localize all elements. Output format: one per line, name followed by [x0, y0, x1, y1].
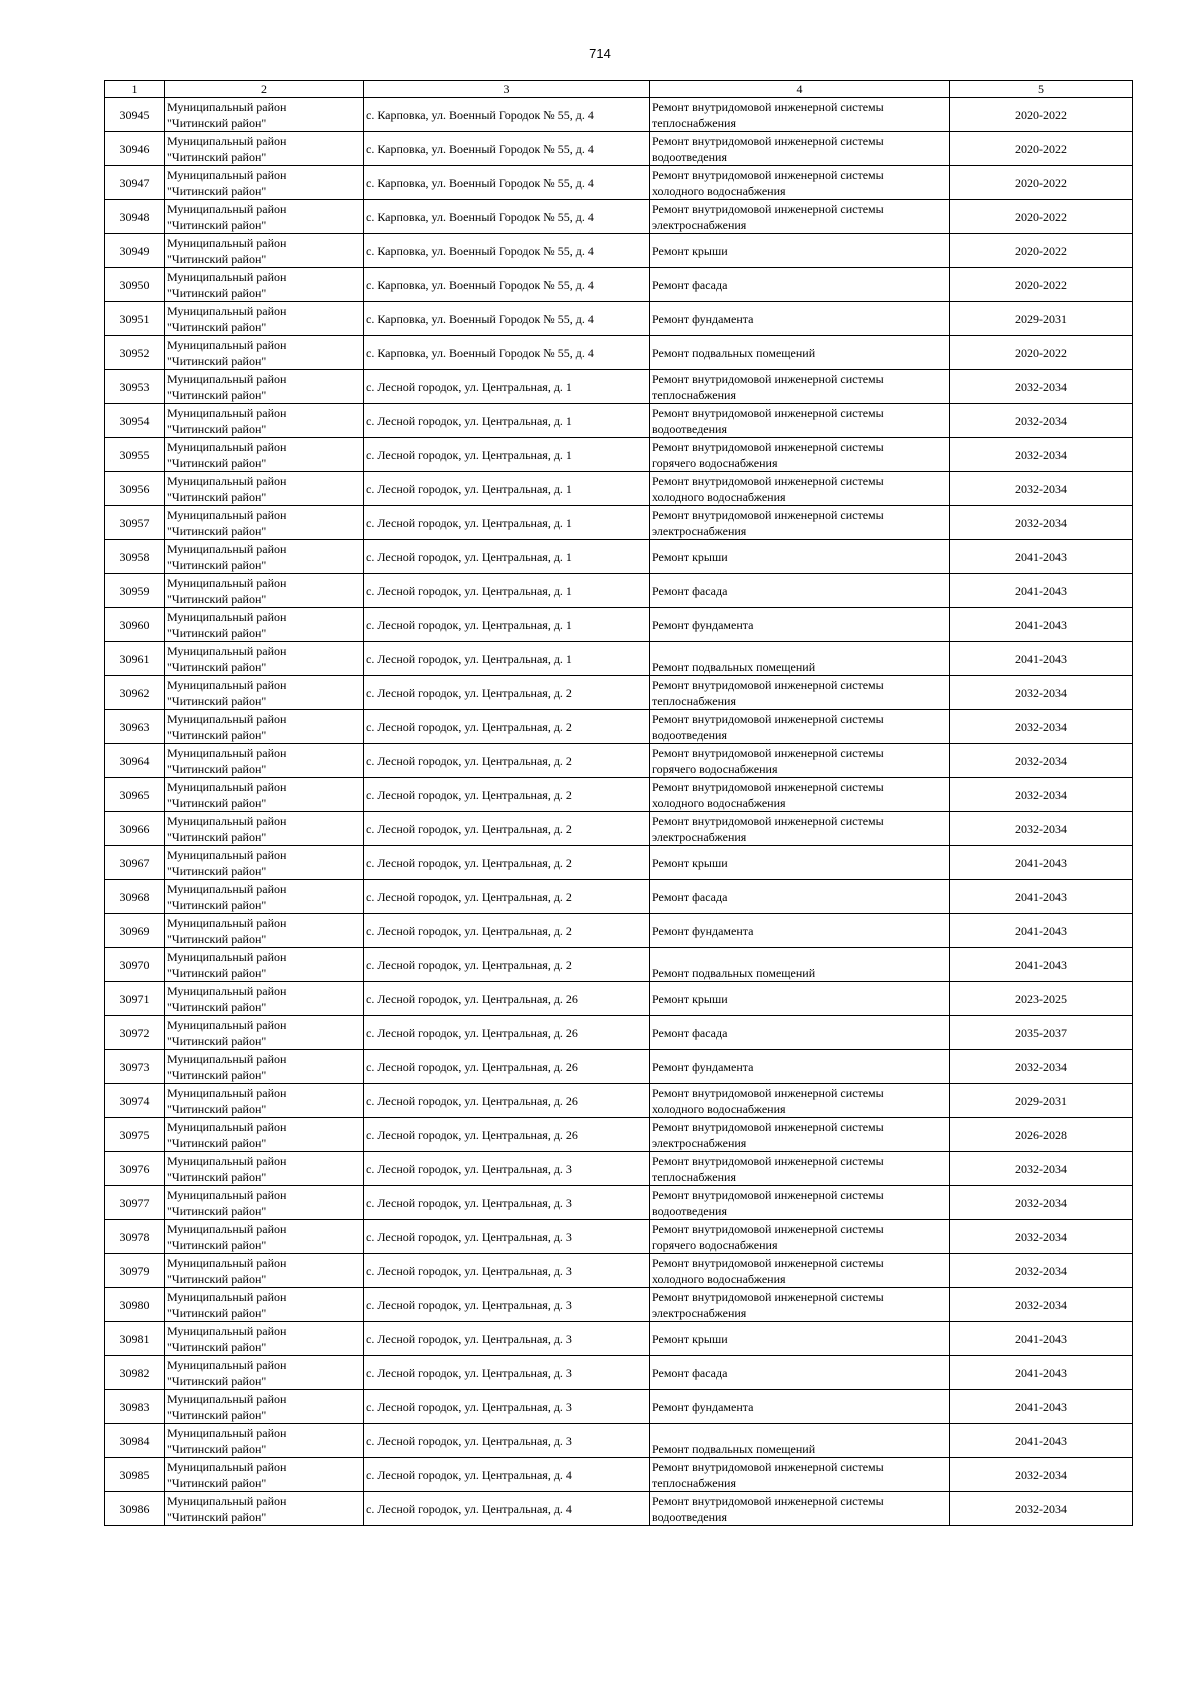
row-number-cell: 30958: [105, 540, 165, 574]
period-cell: 2041-2043: [950, 846, 1133, 880]
address-cell: с. Лесной городок, ул. Центральная, д. 26: [364, 1016, 650, 1050]
municipality-cell: Муниципальный район "Читинский район": [165, 1152, 364, 1186]
address-cell: с. Лесной городок, ул. Центральная, д. 26: [364, 1084, 650, 1118]
work-type-cell: Ремонт внутридомовой инженерной системы теплоснабжения: [650, 1458, 950, 1492]
address-cell: с. Лесной городок, ул. Центральная, д. 3: [364, 1186, 650, 1220]
work-type-cell: Ремонт внутридомовой инженерной системы холодного водоснабжения: [650, 1254, 950, 1288]
period-cell: 2032-2034: [950, 506, 1133, 540]
municipality-cell: Муниципальный район "Читинский район": [165, 472, 364, 506]
period-cell: 2020-2022: [950, 98, 1133, 132]
table-row: [105, 200, 1133, 234]
municipality-cell: Муниципальный район "Читинский район": [165, 1016, 364, 1050]
address-cell: с. Лесной городок, ул. Центральная, д. 4: [364, 1458, 650, 1492]
address-cell: с. Карповка, ул. Военный Городок № 55, д. 4: [364, 268, 650, 302]
period-cell: 2023-2025: [950, 982, 1133, 1016]
municipality-cell: Муниципальный район "Читинский район": [165, 1492, 364, 1526]
table-row: [105, 778, 1133, 812]
table-row: [105, 642, 1133, 676]
period-cell: 2032-2034: [950, 710, 1133, 744]
table-row: [105, 1186, 1133, 1220]
work-type-cell: Ремонт внутридомовой инженерной системы электроснабжения: [650, 200, 950, 234]
work-type-cell: Ремонт внутридомовой инженерной системы горячего водоснабжения: [650, 1220, 950, 1254]
period-cell: 2026-2028: [950, 1118, 1133, 1152]
column-header: 4: [650, 81, 950, 98]
work-type-cell: Ремонт внутридомовой инженерной системы электроснабжения: [650, 1288, 950, 1322]
period-cell: 2020-2022: [950, 166, 1133, 200]
period-cell: 2041-2043: [950, 914, 1133, 948]
period-cell: 2041-2043: [950, 608, 1133, 642]
table-row: [105, 846, 1133, 880]
table-row: [105, 438, 1133, 472]
period-cell: 2032-2034: [950, 404, 1133, 438]
row-number-cell: 30981: [105, 1322, 165, 1356]
period-cell: 2020-2022: [950, 234, 1133, 268]
municipality-cell: Муниципальный район "Читинский район": [165, 744, 364, 778]
row-number-cell: 30956: [105, 472, 165, 506]
table-row: [105, 1016, 1133, 1050]
municipality-cell: Муниципальный район "Читинский район": [165, 982, 364, 1016]
row-number-cell: 30983: [105, 1390, 165, 1424]
row-number-cell: 30972: [105, 1016, 165, 1050]
column-header: 3: [364, 81, 650, 98]
municipality-cell: Муниципальный район "Читинский район": [165, 98, 364, 132]
municipality-cell: Муниципальный район "Читинский район": [165, 1424, 364, 1458]
column-header: 1: [105, 81, 165, 98]
row-number-cell: 30985: [105, 1458, 165, 1492]
address-cell: с. Лесной городок, ул. Центральная, д. 2: [364, 744, 650, 778]
period-cell: 2029-2031: [950, 1084, 1133, 1118]
address-cell: с. Лесной городок, ул. Центральная, д. 3: [364, 1424, 650, 1458]
table-row: [105, 268, 1133, 302]
work-type-cell: Ремонт внутридомовой инженерной системы водоотведения: [650, 710, 950, 744]
municipality-cell: Муниципальный район "Читинский район": [165, 608, 364, 642]
municipality-cell: Муниципальный район "Читинский район": [165, 1254, 364, 1288]
period-cell: 2041-2043: [950, 540, 1133, 574]
work-type-cell: Ремонт внутридомовой инженерной системы теплоснабжения: [650, 1152, 950, 1186]
address-cell: с. Лесной городок, ул. Центральная, д. 26: [364, 1118, 650, 1152]
municipality-cell: Муниципальный район "Читинский район": [165, 642, 364, 676]
table-row: [105, 1084, 1133, 1118]
row-number-cell: 30949: [105, 234, 165, 268]
period-cell: 2032-2034: [950, 1152, 1133, 1186]
work-type-cell: Ремонт фасада: [650, 574, 950, 608]
period-cell: 2041-2043: [950, 880, 1133, 914]
work-type-cell: Ремонт внутридомовой инженерной системы холодного водоснабжения: [650, 472, 950, 506]
table-row: [105, 1356, 1133, 1390]
column-header: 2: [165, 81, 364, 98]
municipality-cell: Муниципальный район "Читинский район": [165, 1050, 364, 1084]
work-type-cell: Ремонт подвальных помещений: [650, 948, 950, 982]
period-cell: 2032-2034: [950, 744, 1133, 778]
address-cell: с. Лесной городок, ул. Центральная, д. 2: [364, 812, 650, 846]
municipality-cell: Муниципальный район "Читинский район": [165, 234, 364, 268]
table-row: [105, 1288, 1133, 1322]
municipality-cell: Муниципальный район "Читинский район": [165, 1458, 364, 1492]
municipality-cell: Муниципальный район "Читинский район": [165, 710, 364, 744]
work-type-cell: Ремонт внутридомовой инженерной системы горячего водоснабжения: [650, 744, 950, 778]
work-type-cell: Ремонт внутридомовой инженерной системы холодного водоснабжения: [650, 166, 950, 200]
address-cell: с. Лесной городок, ул. Центральная, д. 2: [364, 710, 650, 744]
table-row: [105, 1050, 1133, 1084]
table-row: [105, 948, 1133, 982]
address-cell: с. Лесной городок, ул. Центральная, д. 1: [364, 608, 650, 642]
work-type-cell: Ремонт фундамента: [650, 1390, 950, 1424]
municipality-cell: Муниципальный район "Читинский район": [165, 1390, 364, 1424]
table-body: [105, 98, 1133, 1526]
address-cell: с. Лесной городок, ул. Центральная, д. 3: [364, 1322, 650, 1356]
work-type-cell: Ремонт внутридомовой инженерной системы теплоснабжения: [650, 676, 950, 710]
municipality-cell: Муниципальный район "Читинский район": [165, 778, 364, 812]
period-cell: 2041-2043: [950, 642, 1133, 676]
row-number-cell: 30952: [105, 336, 165, 370]
municipality-cell: Муниципальный район "Читинский район": [165, 506, 364, 540]
period-cell: 2032-2034: [950, 1220, 1133, 1254]
municipality-cell: Муниципальный район "Читинский район": [165, 812, 364, 846]
address-cell: с. Лесной городок, ул. Центральная, д. 3: [364, 1220, 650, 1254]
work-type-cell: Ремонт крыши: [650, 234, 950, 268]
work-type-cell: Ремонт внутридомовой инженерной системы горячего водоснабжения: [650, 438, 950, 472]
row-number-cell: 30962: [105, 676, 165, 710]
municipality-cell: Муниципальный район "Читинский район": [165, 370, 364, 404]
municipality-cell: Муниципальный район "Читинский район": [165, 1084, 364, 1118]
row-number-cell: 30946: [105, 132, 165, 166]
row-number-cell: 30982: [105, 1356, 165, 1390]
period-cell: 2035-2037: [950, 1016, 1133, 1050]
municipality-cell: Муниципальный район "Читинский район": [165, 302, 364, 336]
municipality-cell: Муниципальный район "Читинский район": [165, 1186, 364, 1220]
address-cell: с. Лесной городок, ул. Центральная, д. 1: [364, 370, 650, 404]
table-row: [105, 404, 1133, 438]
address-cell: с. Лесной городок, ул. Центральная, д. 2: [364, 914, 650, 948]
period-cell: 2032-2034: [950, 1492, 1133, 1526]
table-row: [105, 982, 1133, 1016]
address-cell: с. Карповка, ул. Военный Городок № 55, д. 4: [364, 302, 650, 336]
row-number-cell: 30968: [105, 880, 165, 914]
period-cell: 2041-2043: [950, 1356, 1133, 1390]
work-type-cell: Ремонт фундамента: [650, 914, 950, 948]
address-cell: с. Лесной городок, ул. Центральная, д. 3: [364, 1288, 650, 1322]
work-type-cell: Ремонт крыши: [650, 982, 950, 1016]
address-cell: с. Лесной городок, ул. Центральная, д. 2: [364, 948, 650, 982]
work-type-cell: Ремонт фасада: [650, 1016, 950, 1050]
work-type-cell: Ремонт внутридомовой инженерной системы электроснабжения: [650, 506, 950, 540]
row-number-cell: 30945: [105, 98, 165, 132]
municipality-cell: Муниципальный район "Читинский район": [165, 404, 364, 438]
table-row: [105, 880, 1133, 914]
table-row: [105, 1118, 1133, 1152]
work-type-cell: Ремонт внутридомовой инженерной системы холодного водоснабжения: [650, 1084, 950, 1118]
municipality-cell: Муниципальный район "Читинский район": [165, 1118, 364, 1152]
table-row: [105, 132, 1133, 166]
municipality-cell: Муниципальный район "Читинский район": [165, 336, 364, 370]
address-cell: с. Карповка, ул. Военный Городок № 55, д. 4: [364, 336, 650, 370]
address-cell: с. Лесной городок, ул. Центральная, д. 3: [364, 1152, 650, 1186]
address-cell: с. Лесной городок, ул. Центральная, д. 1: [364, 642, 650, 676]
work-type-cell: Ремонт крыши: [650, 1322, 950, 1356]
row-number-cell: 30961: [105, 642, 165, 676]
work-type-cell: Ремонт крыши: [650, 540, 950, 574]
address-cell: с. Карповка, ул. Военный Городок № 55, д. 4: [364, 234, 650, 268]
period-cell: 2032-2034: [950, 1458, 1133, 1492]
page-number: 714: [589, 46, 611, 61]
address-cell: с. Лесной городок, ул. Центральная, д. 1: [364, 472, 650, 506]
work-type-cell: Ремонт внутридомовой инженерной системы водоотведения: [650, 1492, 950, 1526]
municipality-cell: Муниципальный район "Читинский район": [165, 846, 364, 880]
municipality-cell: Муниципальный район "Читинский район": [165, 1288, 364, 1322]
municipality-cell: Муниципальный район "Читинский район": [165, 1220, 364, 1254]
work-type-cell: Ремонт подвальных помещений: [650, 642, 950, 676]
table-row: [105, 1458, 1133, 1492]
row-number-cell: 30947: [105, 166, 165, 200]
repair-schedule-table: [104, 80, 1133, 1526]
address-cell: с. Лесной городок, ул. Центральная, д. 26: [364, 982, 650, 1016]
row-number-cell: 30951: [105, 302, 165, 336]
row-number-cell: 30974: [105, 1084, 165, 1118]
address-cell: с. Лесной городок, ул. Центральная, д. 2: [364, 846, 650, 880]
row-number-cell: 30977: [105, 1186, 165, 1220]
municipality-cell: Муниципальный район "Читинский район": [165, 438, 364, 472]
address-cell: с. Лесной городок, ул. Центральная, д. 1: [364, 506, 650, 540]
table-row: [105, 1220, 1133, 1254]
table-row: [105, 574, 1133, 608]
table-row: [105, 710, 1133, 744]
municipality-cell: Муниципальный район "Читинский район": [165, 948, 364, 982]
period-cell: 2041-2043: [950, 1390, 1133, 1424]
row-number-cell: 30970: [105, 948, 165, 982]
table-row: [105, 676, 1133, 710]
work-type-cell: Ремонт фасада: [650, 1356, 950, 1390]
municipality-cell: Муниципальный район "Читинский район": [165, 1322, 364, 1356]
table-row: [105, 744, 1133, 778]
address-cell: с. Лесной городок, ул. Центральная, д. 26: [364, 1050, 650, 1084]
address-cell: с. Карповка, ул. Военный Городок № 55, д. 4: [364, 166, 650, 200]
row-number-cell: 30984: [105, 1424, 165, 1458]
row-number-cell: 30976: [105, 1152, 165, 1186]
address-cell: с. Лесной городок, ул. Центральная, д. 2: [364, 880, 650, 914]
address-cell: с. Лесной городок, ул. Центральная, д. 2: [364, 778, 650, 812]
address-cell: с. Карповка, ул. Военный Городок № 55, д. 4: [364, 98, 650, 132]
work-type-cell: Ремонт внутридомовой инженерной системы теплоснабжения: [650, 370, 950, 404]
work-type-cell: Ремонт внутридомовой инженерной системы водоотведения: [650, 404, 950, 438]
address-cell: с. Лесной городок, ул. Центральная, д. 3: [364, 1356, 650, 1390]
municipality-cell: Муниципальный район "Читинский район": [165, 268, 364, 302]
address-cell: с. Лесной городок, ул. Центральная, д. 3: [364, 1254, 650, 1288]
municipality-cell: Муниципальный район "Читинский район": [165, 914, 364, 948]
period-cell: 2041-2043: [950, 574, 1133, 608]
row-number-cell: 30973: [105, 1050, 165, 1084]
work-type-cell: Ремонт фасада: [650, 268, 950, 302]
row-number-cell: 30980: [105, 1288, 165, 1322]
row-number-cell: 30978: [105, 1220, 165, 1254]
period-cell: 2020-2022: [950, 132, 1133, 166]
table-row: [105, 302, 1133, 336]
table-row: [105, 166, 1133, 200]
table-row: [105, 1390, 1133, 1424]
municipality-cell: Муниципальный район "Читинский район": [165, 200, 364, 234]
work-type-cell: Ремонт подвальных помещений: [650, 336, 950, 370]
address-cell: с. Лесной городок, ул. Центральная, д. 1: [364, 540, 650, 574]
municipality-cell: Муниципальный район "Читинский район": [165, 166, 364, 200]
work-type-cell: Ремонт фундамента: [650, 608, 950, 642]
table-row: [105, 914, 1133, 948]
address-cell: с. Лесной городок, ул. Центральная, д. 4: [364, 1492, 650, 1526]
address-cell: с. Лесной городок, ул. Центральная, д. 3: [364, 1390, 650, 1424]
period-cell: 2041-2043: [950, 1322, 1133, 1356]
table-row: [105, 1152, 1133, 1186]
table-row: [105, 812, 1133, 846]
address-cell: с. Лесной городок, ул. Центральная, д. 2: [364, 676, 650, 710]
work-type-cell: Ремонт фундамента: [650, 302, 950, 336]
row-number-cell: 30955: [105, 438, 165, 472]
period-cell: 2032-2034: [950, 370, 1133, 404]
work-type-cell: Ремонт крыши: [650, 846, 950, 880]
address-cell: с. Карповка, ул. Военный Городок № 55, д. 4: [364, 132, 650, 166]
row-number-cell: 30960: [105, 608, 165, 642]
row-number-cell: 30964: [105, 744, 165, 778]
period-cell: 2032-2034: [950, 1186, 1133, 1220]
table-row: [105, 98, 1133, 132]
table-row: [105, 1492, 1133, 1526]
table-row: [105, 540, 1133, 574]
table-header-row: [105, 81, 1133, 98]
work-type-cell: Ремонт внутридомовой инженерной системы холодного водоснабжения: [650, 778, 950, 812]
table-row: [105, 336, 1133, 370]
table-row: [105, 234, 1133, 268]
row-number-cell: 30971: [105, 982, 165, 1016]
row-number-cell: 30950: [105, 268, 165, 302]
period-cell: 2032-2034: [950, 1050, 1133, 1084]
row-number-cell: 30979: [105, 1254, 165, 1288]
row-number-cell: 30969: [105, 914, 165, 948]
address-cell: с. Карповка, ул. Военный Городок № 55, д. 4: [364, 200, 650, 234]
period-cell: 2020-2022: [950, 336, 1133, 370]
row-number-cell: 30954: [105, 404, 165, 438]
municipality-cell: Муниципальный район "Читинский район": [165, 540, 364, 574]
address-cell: с. Лесной городок, ул. Центральная, д. 1: [364, 404, 650, 438]
period-cell: 2032-2034: [950, 778, 1133, 812]
table-row: [105, 506, 1133, 540]
municipality-cell: Муниципальный район "Читинский район": [165, 1356, 364, 1390]
period-cell: 2032-2034: [950, 472, 1133, 506]
row-number-cell: 30986: [105, 1492, 165, 1526]
table-row: [105, 608, 1133, 642]
municipality-cell: Муниципальный район "Читинский район": [165, 574, 364, 608]
address-cell: с. Лесной городок, ул. Центральная, д. 1: [364, 574, 650, 608]
municipality-cell: Муниципальный район "Читинский район": [165, 880, 364, 914]
row-number-cell: 30965: [105, 778, 165, 812]
period-cell: 2032-2034: [950, 438, 1133, 472]
work-type-cell: Ремонт подвальных помещений: [650, 1424, 950, 1458]
table-row: [105, 1254, 1133, 1288]
work-type-cell: Ремонт внутридомовой инженерной системы электроснабжения: [650, 812, 950, 846]
row-number-cell: 30967: [105, 846, 165, 880]
row-number-cell: 30959: [105, 574, 165, 608]
work-type-cell: Ремонт внутридомовой инженерной системы электроснабжения: [650, 1118, 950, 1152]
work-type-cell: Ремонт внутридомовой инженерной системы водоотведения: [650, 1186, 950, 1220]
table-row: [105, 1424, 1133, 1458]
table-row: [105, 1322, 1133, 1356]
municipality-cell: Муниципальный район "Читинский район": [165, 132, 364, 166]
period-cell: 2032-2034: [950, 676, 1133, 710]
period-cell: 2041-2043: [950, 1424, 1133, 1458]
row-number-cell: 30953: [105, 370, 165, 404]
row-number-cell: 30975: [105, 1118, 165, 1152]
municipality-cell: Муниципальный район "Читинский район": [165, 676, 364, 710]
period-cell: 2041-2043: [950, 948, 1133, 982]
table-row: [105, 370, 1133, 404]
table-row: [105, 472, 1133, 506]
row-number-cell: 30957: [105, 506, 165, 540]
period-cell: 2020-2022: [950, 268, 1133, 302]
column-header: 5: [950, 81, 1133, 98]
row-number-cell: 30966: [105, 812, 165, 846]
address-cell: с. Лесной городок, ул. Центральная, д. 1: [364, 438, 650, 472]
row-number-cell: 30948: [105, 200, 165, 234]
work-type-cell: Ремонт фасада: [650, 880, 950, 914]
period-cell: 2029-2031: [950, 302, 1133, 336]
work-type-cell: Ремонт внутридомовой инженерной системы водоотведения: [650, 132, 950, 166]
work-type-cell: Ремонт фундамента: [650, 1050, 950, 1084]
period-cell: 2032-2034: [950, 812, 1133, 846]
work-type-cell: Ремонт внутридомовой инженерной системы теплоснабжения: [650, 98, 950, 132]
period-cell: 2032-2034: [950, 1254, 1133, 1288]
period-cell: 2020-2022: [950, 200, 1133, 234]
period-cell: 2032-2034: [950, 1288, 1133, 1322]
row-number-cell: 30963: [105, 710, 165, 744]
